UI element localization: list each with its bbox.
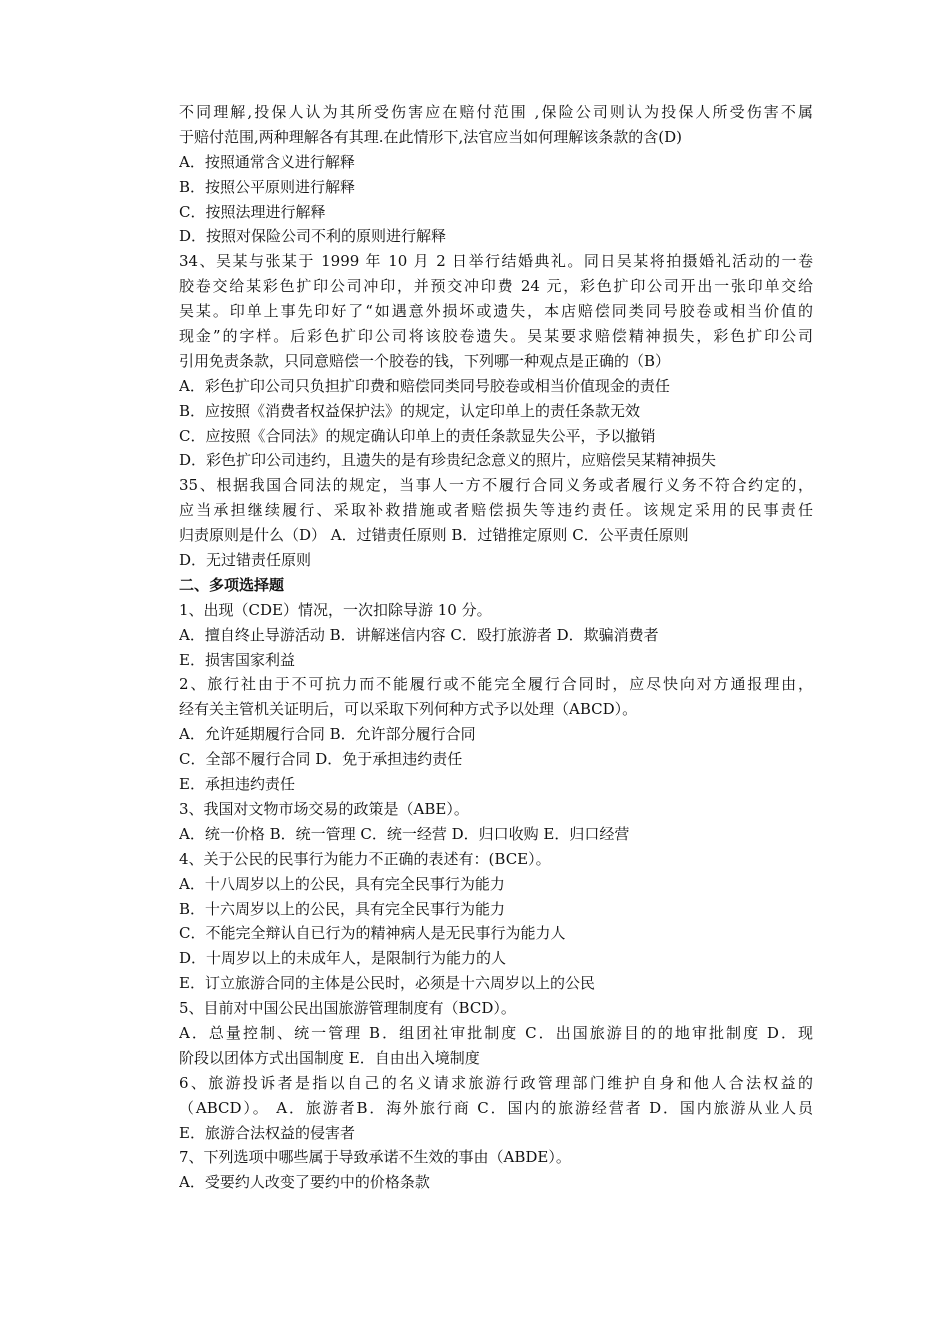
text-line: D．按照对保险公司不利的原则进行解释	[179, 227, 447, 246]
text-line: E．损害国家利益	[179, 650, 295, 669]
text-line: A．按照通常含义进行解释	[179, 152, 355, 171]
text-line: C．不能完全辩认自已行为的精神病人是无民事行为能力人	[179, 924, 566, 943]
text-line: A．总量控制、统一管理 B．组团社审批制度 C．出国旅游目的的地审批制度 D．现	[179, 1023, 813, 1042]
text-line: B．按照公平原则进行解释	[179, 177, 356, 196]
document-body	[179, 100, 813, 1195]
text-line: 2、旅行社由于不可抗力而不能履行或不能完全履行合同时，应尽快向对方通报理由，	[179, 675, 813, 694]
text-line: 6、旅游投诉者是指以自己的名义请求旅游行政管理部门维护自身和他人合法权益的	[179, 1073, 813, 1092]
text-line: 引用免责条款，只同意赔偿一个胶卷的钱，下列哪一种观点是正确的（B）	[179, 351, 671, 370]
text-line: 应当承担继续履行、采取补救措施或者赔偿损失等违约责任。该规定采用的民事责任	[179, 501, 813, 520]
text-line: A．允许延期履行合同 B．允许部分履行合同	[179, 725, 476, 744]
text-line: A．受要约人改变了要约中的价格条款	[179, 1173, 430, 1192]
text-line: A．擅自终止导游活动 B．讲解迷信内容 C．殴打旅游者 D．欺骗消费者	[179, 625, 659, 644]
text-line: B．十六周岁以上的公民，具有完全民事行为能力	[179, 899, 506, 918]
text-line: D．十周岁以上的未成年人，是限制行为能力的人	[179, 949, 507, 968]
text-line: 胶卷交给某彩色扩印公司冲印，并预交冲印费 24 元，彩色扩印公司开出一张印单交给	[179, 277, 813, 296]
text-line: E．订立旅游合同的主体是公民时，必须是十六周岁以上的公民	[179, 974, 595, 993]
text-line: E．旅游合法权益的侵害者	[179, 1123, 355, 1142]
text-line: C．全部不履行合同 D．免于承担违约责任	[179, 750, 463, 769]
text-line: B．应按照《消费者权益保护法》的规定，认定印单上的责任条款无效	[179, 401, 641, 420]
text-line: 5、目前对中国公民出国旅游管理制度有（BCD）。	[179, 999, 516, 1018]
text-line: E．承担违约责任	[179, 775, 295, 794]
text-line: （ABCD）。 A．旅游者B．海外旅行商 C．国内的旅游经营者 D．国内旅游从业人员	[179, 1098, 813, 1117]
text-line: A．统一价格 B．统一管理 C．统一经营 D．归口收购 E．归口经营	[179, 824, 630, 843]
text-line: D．彩色扩印公司违约，且遗失的是有珍贵纪念意义的照片，应赔偿吴某精神损失	[179, 451, 717, 470]
text-line: 于赔付范围,两种理解各有其理.在此情形下,法官应当如何理解该条款的含(D)	[179, 127, 683, 146]
text-line: 不同理解,投保人认为其所受伤害应在赔付范围 ,保险公司则认为投保人所受伤害不属	[179, 103, 813, 121]
text-line: 吴某。印单上事先印好了“如遇意外损坏或遗失，本店赔偿同类同号胶卷或相当价值的	[179, 302, 813, 321]
text-line: C．应按照《合同法》的规定确认印单上的责任条款显失公平，予以撤销	[179, 426, 656, 445]
text-line: 阶段以团体方式出国制度 E．自由出入境制度	[179, 1048, 480, 1067]
text-line: 7、下列选项中哪些属于导致承诺不生效的事由（ABDE）。	[179, 1148, 571, 1167]
text-line: A．彩色扩印公司只负担扩印费和赔偿同类同号胶卷或相当价值现金的责任	[179, 376, 670, 395]
text-line: D．无过错责任原则	[179, 551, 312, 570]
text-line: A．十八周岁以上的公民，具有完全民事行为能力	[179, 874, 505, 893]
text-line: 归责原则是什么（D） A．过错责任原则 B．过错推定原则 C．公平责任原则	[179, 526, 689, 545]
text-line: 经有关主管机关证明后，可以采取下列何种方式予以处理（ABCD）。	[179, 700, 638, 719]
text-line: 34、吴某与张某于 1999 年 10 月 2 日举行结婚典礼。同日吴某将拍摄婚礼活动的一卷	[179, 252, 813, 271]
text-line: 现金”的字样。后彩色扩印公司将该胶卷遗失。吴某要求赔偿精神损失，彩色扩印公司	[179, 327, 813, 346]
section-heading: 二、多项选择题	[179, 575, 285, 594]
text-line: 4、关于公民的民事行为能力不正确的表述有：(BCE）。	[179, 849, 551, 868]
text-line: C．按照法理进行解释	[179, 202, 326, 221]
text-line: 35、根据我国合同法的规定，当事人一方不履行合同义务或者履行义务不符合约定的，	[179, 476, 813, 495]
text-line: 1、出现（CDE）情况，一次扣除导游 10 分。	[179, 600, 492, 619]
text-line: 3、我国对文物市场交易的政策是（ABE）。	[179, 799, 469, 818]
